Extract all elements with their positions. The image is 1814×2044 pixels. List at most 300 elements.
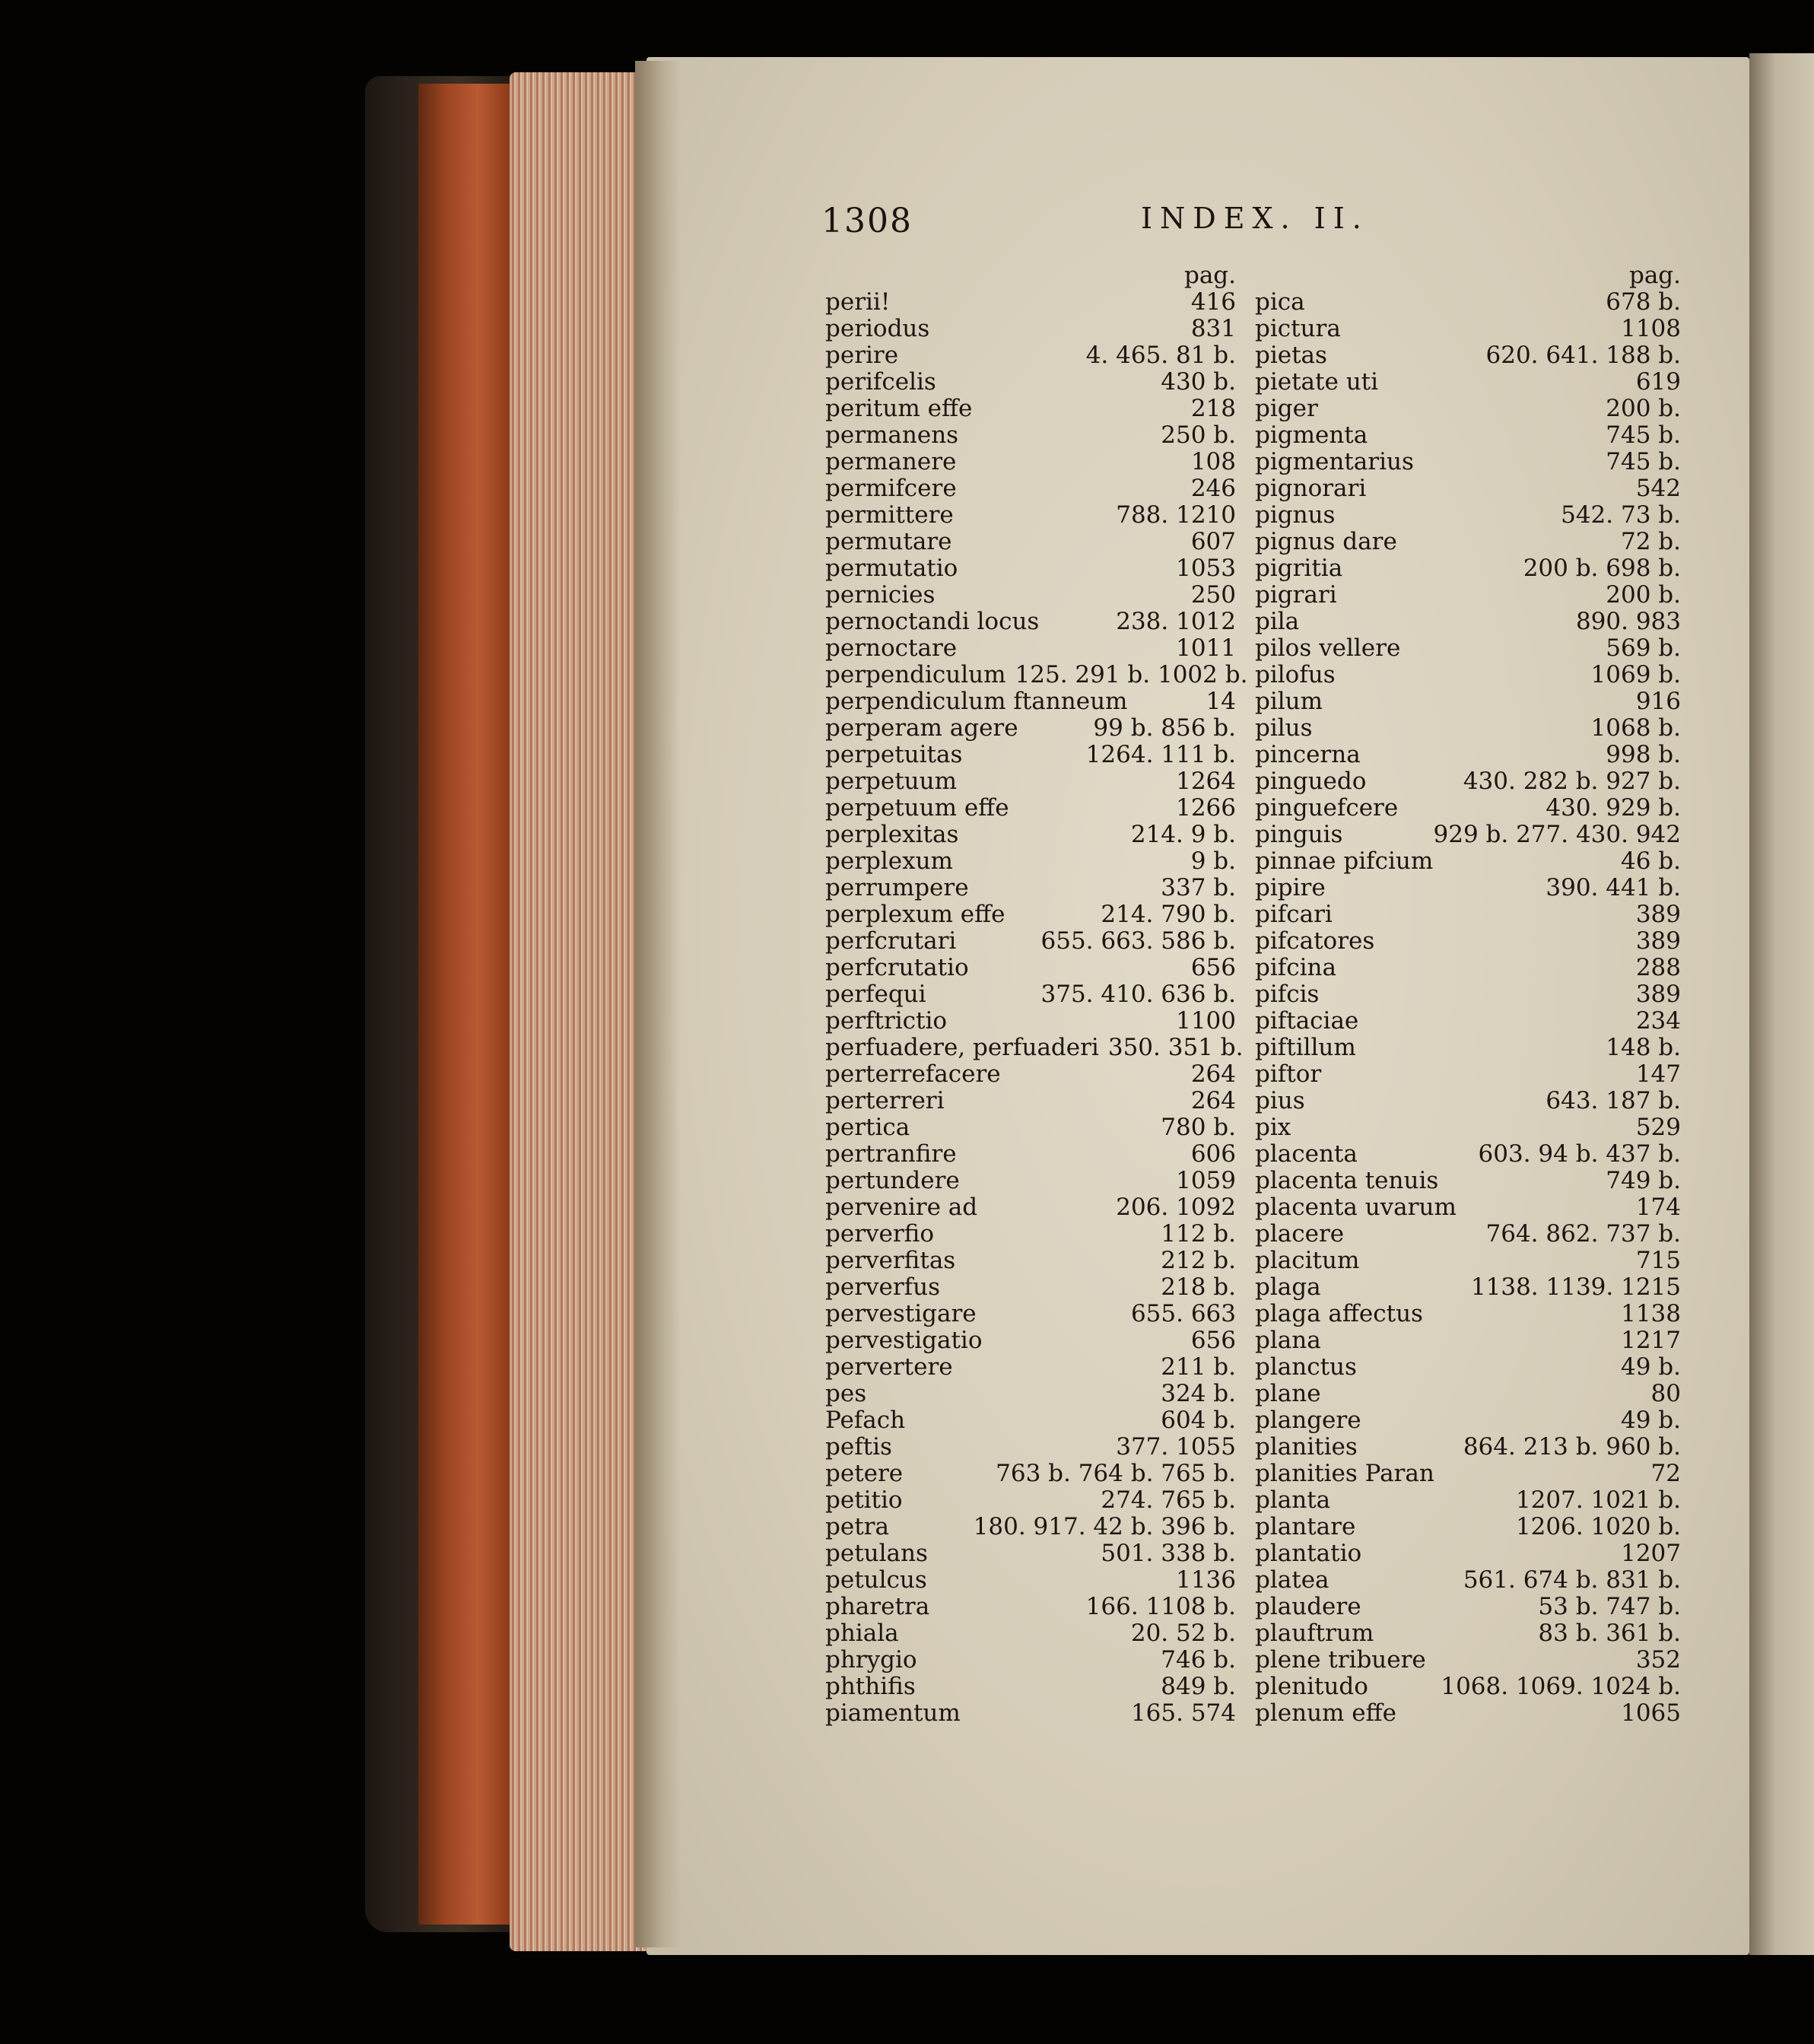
pag-label: pag. — [1628, 262, 1681, 289]
index-term: plaudere — [1255, 1593, 1361, 1620]
page-reference: 1068. 1069. 1024 b. — [1441, 1673, 1681, 1700]
index-entry — [825, 1274, 1236, 1301]
index-entry — [1255, 502, 1681, 529]
page-reference: 20. 52 b. — [1130, 1620, 1236, 1647]
index-entry — [1255, 795, 1681, 822]
page-reference: 1207 — [1621, 1540, 1681, 1567]
page-reference: 147 — [1635, 1060, 1681, 1088]
index-entry — [825, 1647, 1236, 1674]
index-term: pigmenta — [1255, 421, 1368, 449]
page-reference: 745 b. — [1606, 448, 1681, 475]
index-term: piftillum — [1255, 1034, 1356, 1061]
index-entry — [1255, 1594, 1681, 1620]
index-entry — [825, 1194, 1236, 1221]
page-reference: 1217 — [1621, 1327, 1681, 1354]
page-reference: 264 — [1190, 1060, 1236, 1088]
index-entry — [1255, 1274, 1681, 1301]
page-reference: 1138. 1139. 1215 — [1470, 1273, 1681, 1301]
page-reference: 745 b. — [1606, 421, 1681, 449]
page-reference: 1207. 1021 b. — [1515, 1486, 1681, 1514]
index-entry — [1255, 449, 1681, 475]
page-reference: 430 b. — [1161, 368, 1236, 396]
page-reference: 643. 187 b. — [1546, 1087, 1681, 1114]
index-term: pica — [1255, 288, 1305, 316]
page-reference: 542. 73 b. — [1561, 501, 1681, 529]
page-reference: 542 — [1635, 475, 1681, 502]
page-reference: 1266 — [1176, 794, 1236, 822]
page-reference: 324 b. — [1161, 1380, 1236, 1407]
index-entry — [825, 1034, 1244, 1061]
index-term: plana — [1255, 1327, 1321, 1354]
index-term: perplexum effe — [825, 901, 1005, 928]
index-entry — [1255, 529, 1681, 555]
index-term: perverfitas — [825, 1247, 956, 1274]
index-entry — [1255, 1700, 1681, 1727]
page-reference: 1138 — [1621, 1300, 1681, 1327]
page-reference: 656 — [1190, 1327, 1236, 1354]
index-entry — [825, 768, 1236, 795]
index-entry — [1255, 688, 1681, 715]
index-entry — [1255, 875, 1681, 901]
index-entry — [825, 822, 1236, 848]
index-entry — [1255, 289, 1681, 316]
index-term: perrumpere — [825, 874, 969, 901]
page-reference: 1068 b. — [1590, 714, 1681, 742]
index-term: petere — [825, 1460, 904, 1487]
index-entry — [825, 928, 1236, 955]
index-entry — [825, 955, 1236, 981]
index-entry — [825, 422, 1236, 449]
page-reference: 377. 1055 — [1116, 1433, 1236, 1461]
page-reference: 200 b. 698 b. — [1523, 555, 1681, 582]
index-entry — [825, 848, 1236, 875]
index-entry — [1255, 342, 1681, 369]
page-reference: 764. 862. 737 b. — [1485, 1220, 1681, 1248]
page-reference: 430. 929 b. — [1546, 794, 1681, 822]
index-entry — [1255, 1354, 1681, 1381]
index-term: pigmentarius — [1255, 448, 1414, 475]
index-term: pernoctandi locus — [825, 608, 1040, 635]
page-reference: 83 b. 361 b. — [1538, 1620, 1681, 1647]
page-reference: 416 — [1190, 288, 1236, 316]
index-term: piger — [1255, 395, 1318, 422]
page-reference: 1065 — [1621, 1699, 1681, 1727]
page-reference: 501. 338 b. — [1101, 1540, 1236, 1567]
index-term: pinguefcere — [1255, 794, 1399, 822]
page-reference: 250 b. — [1161, 421, 1236, 449]
index-term: platea — [1255, 1566, 1330, 1594]
page-reference: 238. 1012 — [1116, 608, 1236, 635]
index-term: pertica — [825, 1114, 910, 1141]
index-term: perperam agere — [825, 714, 1018, 742]
page-reference: 337 b. — [1161, 874, 1236, 901]
index-term: pifcatores — [1255, 927, 1375, 955]
index-entry — [825, 449, 1236, 475]
page-reference: 166. 1108 b. — [1085, 1593, 1236, 1620]
index-entry — [825, 396, 1236, 422]
index-term: plene tribuere — [1255, 1646, 1426, 1674]
index-term: pila — [1255, 608, 1300, 635]
index-entry — [825, 1141, 1236, 1168]
index-entry — [1255, 1540, 1681, 1567]
index-term: pietate uti — [1255, 368, 1379, 396]
page-reference: 389 — [1635, 981, 1681, 1008]
page-reference: 1108 — [1621, 315, 1681, 342]
index-term: placenta uvarum — [1255, 1194, 1457, 1221]
page-reference: 619 — [1635, 368, 1681, 396]
index-entry — [825, 1514, 1236, 1540]
index-term: pinnae pifcium — [1255, 847, 1434, 875]
index-term: pilofus — [1255, 661, 1336, 688]
index-entry — [1255, 1008, 1681, 1035]
index-term: peritum effe — [825, 395, 973, 422]
index-term: perverfio — [825, 1220, 935, 1248]
index-entry — [1255, 901, 1681, 928]
page-reference: 430. 282 b. 927 b. — [1463, 768, 1681, 795]
index-entry — [825, 1248, 1236, 1274]
page-reference: 72 — [1650, 1460, 1681, 1487]
page-reference: 350. 351 b. — [1107, 1034, 1244, 1061]
index-entry — [1255, 635, 1681, 662]
index-term: perfequi — [825, 981, 926, 1008]
page-reference: 607 — [1190, 528, 1236, 555]
index-term: petitio — [825, 1486, 903, 1514]
page-reference: 250 — [1190, 581, 1236, 609]
page-reference: 603. 94 b. 437 b. — [1478, 1140, 1681, 1168]
index-term: perpendiculum ftanneum — [825, 688, 1128, 715]
index-entry — [825, 635, 1236, 662]
index-term: permifcere — [825, 475, 957, 502]
index-column-right — [1255, 262, 1681, 1727]
index-entry — [825, 1381, 1236, 1407]
index-entry — [1255, 1168, 1681, 1194]
index-column-left — [825, 262, 1248, 1727]
index-term: plenitudo — [1255, 1673, 1368, 1700]
index-entry — [1255, 1035, 1681, 1061]
index-term: perfuadere, perfuaderi — [825, 1034, 1099, 1061]
index-term: perplexum — [825, 847, 953, 875]
index-entry — [825, 1674, 1236, 1700]
index-term: pifcari — [1255, 901, 1333, 928]
page-reference: 14 — [1206, 688, 1236, 715]
page-reference: 606 — [1190, 1140, 1236, 1168]
index-entry — [825, 1487, 1236, 1514]
page-gutter — [635, 61, 681, 1947]
page-edges — [510, 72, 654, 1951]
index-term: planctus — [1255, 1353, 1357, 1381]
index-term: pifcina — [1255, 954, 1336, 981]
page-reference: 864. 213 b. 960 b. — [1463, 1433, 1681, 1461]
page-reference: 352 — [1635, 1646, 1681, 1674]
index-entry — [1255, 1301, 1681, 1327]
index-term: piftor — [1255, 1060, 1322, 1088]
book-cover-edge — [418, 84, 510, 1925]
index-term: pes — [825, 1380, 867, 1407]
index-term: piftaciae — [1255, 1007, 1359, 1035]
index-term: permanere — [825, 448, 957, 475]
index-term: pharetra — [825, 1593, 930, 1620]
index-entry — [825, 316, 1236, 342]
index-term: pervertere — [825, 1353, 953, 1381]
page-reference: 148 b. — [1606, 1034, 1681, 1061]
index-term: pernoctare — [825, 634, 958, 662]
page-reference: 780 b. — [1161, 1114, 1236, 1141]
index-entry — [1255, 1567, 1681, 1594]
page-reference: 1264. 111 b. — [1085, 741, 1236, 768]
index-term: plaga — [1255, 1273, 1321, 1301]
index-term: pignorari — [1255, 475, 1367, 502]
index-entry — [825, 1327, 1236, 1354]
page-reference: 1136 — [1176, 1566, 1236, 1594]
page-reference: 746 b. — [1161, 1646, 1236, 1674]
index-entry — [825, 795, 1236, 822]
index-term: perire — [825, 342, 899, 369]
index-entry — [825, 369, 1236, 396]
index-term: phiala — [825, 1620, 899, 1647]
index-entry — [1255, 662, 1681, 688]
index-term: plane — [1255, 1380, 1321, 1407]
index-entry — [1255, 715, 1681, 742]
page-reference: 125. 291 b. 1002 b. — [1015, 661, 1248, 688]
index-term: perpetuum — [825, 768, 957, 795]
page-reference: 390. 441 b. — [1546, 874, 1681, 901]
index-term: pervestigatio — [825, 1327, 983, 1354]
page-reference: 763 b. 764 b. 765 b. — [996, 1460, 1236, 1487]
index-entry — [825, 1461, 1236, 1487]
page-reference: 180. 917. 42 b. 396 b. — [973, 1513, 1236, 1540]
page-reference: 1053 — [1176, 555, 1236, 582]
page-reference: 9 b. — [1190, 847, 1236, 875]
index-entry — [1255, 1647, 1681, 1674]
page-reference: 80 — [1650, 1380, 1681, 1407]
index-entry — [825, 609, 1236, 635]
index-entry — [1255, 1461, 1681, 1487]
index-term: placere — [1255, 1220, 1345, 1248]
index-entry — [825, 1434, 1236, 1461]
page-reference: 174 — [1635, 1194, 1681, 1221]
index-term: perfcrutatio — [825, 954, 969, 981]
index-term: pictura — [1255, 315, 1341, 342]
page-reference: 246 — [1190, 475, 1236, 502]
page-reference: 916 — [1635, 688, 1681, 715]
index-entry — [825, 529, 1236, 555]
index-entry — [825, 875, 1236, 901]
index-term: pinguis — [1255, 821, 1343, 848]
page-reference: 849 b. — [1161, 1673, 1236, 1700]
index-term: pilus — [1255, 714, 1313, 742]
index-entry — [825, 1407, 1236, 1434]
page-reference: 206. 1092 — [1116, 1194, 1236, 1221]
page-reference: 218 — [1190, 395, 1236, 422]
page-reference: 715 — [1635, 1247, 1681, 1274]
index-entry — [1255, 1194, 1681, 1221]
page-reference: 1069 b. — [1590, 661, 1681, 688]
index-term: pertundere — [825, 1167, 960, 1194]
index-term: planities Paran — [1255, 1460, 1434, 1487]
index-term: pilos vellere — [1255, 634, 1401, 662]
page-reference: 890. 983 — [1575, 608, 1681, 635]
index-entry — [825, 981, 1236, 1008]
index-entry — [1255, 742, 1681, 768]
index-entry — [1255, 981, 1681, 1008]
index-term: plaga affectus — [1255, 1300, 1423, 1327]
page-reference: 214. 9 b. — [1130, 821, 1236, 848]
index-term: perifcelis — [825, 368, 936, 396]
index-entry — [1255, 316, 1681, 342]
index-entry — [1255, 1114, 1681, 1141]
index-entry — [1255, 848, 1681, 875]
page-reference: 99 b. 856 b. — [1093, 714, 1236, 742]
page-reference: 655. 663. 586 b. — [1040, 927, 1236, 955]
index-entry — [825, 661, 1248, 688]
index-term: perverfus — [825, 1273, 941, 1301]
index-entry — [825, 1088, 1236, 1114]
index-term: pertranfire — [825, 1140, 957, 1168]
index-term: pincerna — [1255, 741, 1361, 768]
index-entry — [825, 582, 1236, 609]
index-term: pietas — [1255, 342, 1327, 369]
page-reference: 1100 — [1176, 1007, 1236, 1035]
page-reference: 375. 410. 636 b. — [1040, 981, 1236, 1008]
page-reference: 1011 — [1176, 634, 1236, 662]
index-entry — [1255, 609, 1681, 635]
page-reference: 604 b. — [1161, 1407, 1236, 1434]
index-entry — [825, 1114, 1236, 1141]
page-reference: 200 b. — [1606, 581, 1681, 609]
page-reference: 389 — [1635, 901, 1681, 928]
page-reference: 620. 641. 188 b. — [1485, 342, 1681, 369]
index-entry — [1255, 582, 1681, 609]
index-term: phthifis — [825, 1673, 916, 1700]
index-entry — [1255, 1141, 1681, 1168]
index-term: pilum — [1255, 688, 1323, 715]
index-term: pigritia — [1255, 555, 1343, 582]
index-term: pigrari — [1255, 581, 1337, 609]
page-reference: 1059 — [1176, 1167, 1236, 1194]
index-term: pius — [1255, 1087, 1305, 1114]
index-term: perii! — [825, 288, 891, 316]
index-term: perpendiculum — [825, 661, 1006, 688]
index-entry — [1255, 1674, 1681, 1700]
page-reference: 788. 1210 — [1116, 501, 1236, 529]
page-reference: 831 — [1190, 315, 1236, 342]
index-entry — [825, 688, 1236, 715]
index-term: placenta — [1255, 1140, 1358, 1168]
page-reference: 561. 674 b. 831 b. — [1463, 1566, 1681, 1594]
index-entry — [825, 1354, 1236, 1381]
index-term: pignus — [1255, 501, 1336, 529]
index-entry — [1255, 555, 1681, 582]
page-reference: 1264 — [1176, 768, 1236, 795]
index-entry — [825, 742, 1236, 768]
index-entry — [825, 1008, 1236, 1035]
page-reference: 678 b. — [1606, 288, 1681, 316]
page-reference: 234 — [1635, 1007, 1681, 1035]
index-term: planities — [1255, 1433, 1358, 1461]
index-entry — [825, 1620, 1236, 1647]
index-entry — [825, 555, 1236, 582]
page-reference: 998 b. — [1606, 741, 1681, 768]
index-term: plauftrum — [1255, 1620, 1374, 1647]
page-reference: 569 b. — [1606, 634, 1681, 662]
pag-label: pag. — [1183, 262, 1236, 289]
index-entry — [825, 1700, 1236, 1727]
index-term: pervenire ad — [825, 1194, 978, 1221]
index-entry — [1255, 1061, 1681, 1088]
index-term: Pefach — [825, 1407, 906, 1434]
index-term: planta — [1255, 1486, 1331, 1514]
page-reference: 214. 790 b. — [1101, 901, 1236, 928]
index-entry — [825, 1061, 1236, 1088]
index-entry — [825, 502, 1236, 529]
page-reference: 1206. 1020 b. — [1515, 1513, 1681, 1540]
index-entry — [1255, 422, 1681, 449]
index-term: plantare — [1255, 1513, 1356, 1540]
index-entry — [1255, 1487, 1681, 1514]
index-term: perpetuum effe — [825, 794, 1009, 822]
index-term: pernicies — [825, 581, 936, 609]
index-entry — [825, 1567, 1236, 1594]
page-reference: 211 b. — [1161, 1353, 1236, 1381]
index-entry — [1255, 1407, 1681, 1434]
page-reference: 112 b. — [1161, 1220, 1236, 1248]
page-reference: 212 b. — [1161, 1247, 1236, 1274]
index-entry — [1255, 369, 1681, 396]
index-term: plantatio — [1255, 1540, 1362, 1567]
page-reference: 165. 574 — [1130, 1699, 1236, 1727]
index-term: petra — [825, 1513, 889, 1540]
index-term: perplexitas — [825, 821, 959, 848]
index-term: perterrefacere — [825, 1060, 1001, 1088]
index-entry — [1255, 822, 1681, 848]
index-term: permutatio — [825, 555, 958, 582]
index-term: perterreri — [825, 1087, 945, 1114]
index-term: placitum — [1255, 1247, 1360, 1274]
index-term: pix — [1255, 1114, 1291, 1141]
index-term: phrygio — [825, 1646, 917, 1674]
index-term: pinguedo — [1255, 768, 1367, 795]
page-reference: 72 b. — [1621, 528, 1681, 555]
page-reference: 389 — [1635, 927, 1681, 955]
index-entry — [1255, 1434, 1681, 1461]
page-reference: 529 — [1635, 1114, 1681, 1141]
index-entry — [1255, 955, 1681, 981]
index-term: piamentum — [825, 1699, 961, 1727]
page-reference: 655. 663 — [1130, 1300, 1236, 1327]
index-term: perpetuitas — [825, 741, 963, 768]
page-reference: 656 — [1190, 954, 1236, 981]
index-term: perftrictio — [825, 1007, 948, 1035]
index-term: periodus — [825, 315, 930, 342]
index-entry — [825, 1301, 1236, 1327]
index-entry — [1255, 928, 1681, 955]
index-entry — [1255, 475, 1681, 502]
page-number: 1308 — [821, 202, 913, 240]
page-reference: 49 b. — [1621, 1353, 1681, 1381]
index-entry — [1255, 1620, 1681, 1647]
index-term: peftis — [825, 1433, 892, 1461]
index-term: pignus dare — [1255, 528, 1397, 555]
index-term: petulcus — [825, 1566, 927, 1594]
index-term: pipire — [1255, 874, 1326, 901]
index-entry — [1255, 768, 1681, 795]
index-entry — [825, 1540, 1236, 1567]
index-term: petulans — [825, 1540, 928, 1567]
index-term: permanens — [825, 421, 959, 449]
index-entry — [1255, 1381, 1681, 1407]
index-entry — [1255, 1221, 1681, 1248]
index-entry — [825, 475, 1236, 502]
